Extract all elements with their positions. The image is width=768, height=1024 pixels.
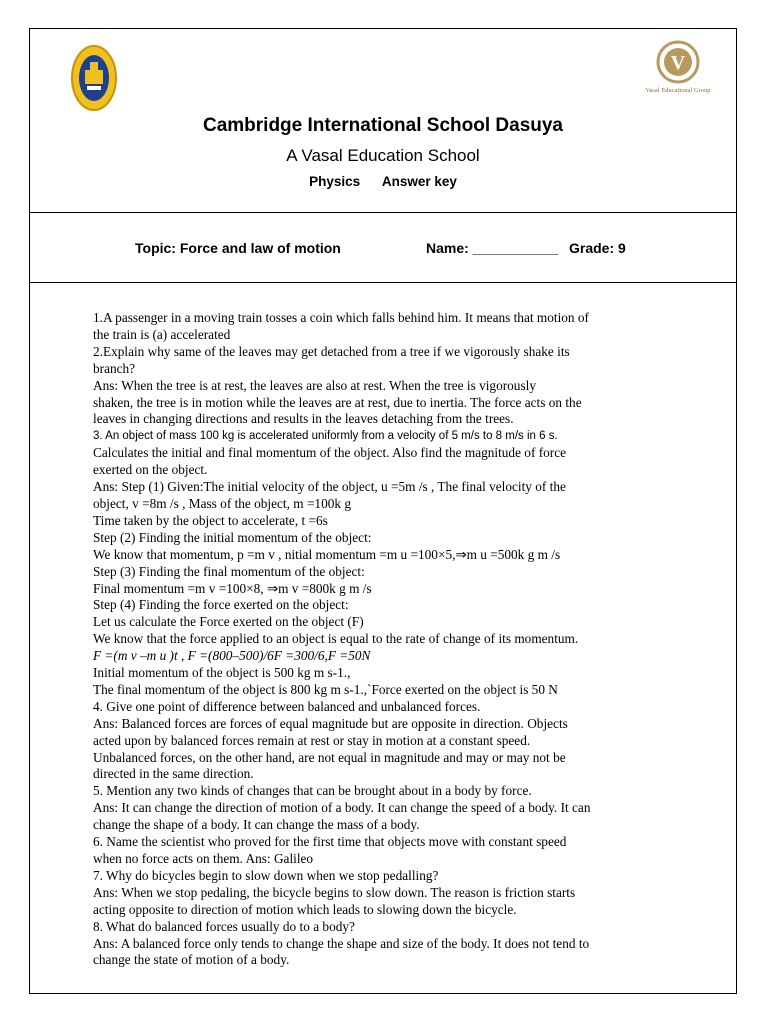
school-subtitle: A Vasal Education School (286, 146, 480, 165)
subject-label: Physics (309, 174, 361, 189)
text-line: The final momentum of the object is 800 kg m s-1.,`Force exerted on the object is 50 N (93, 681, 558, 697)
vasal-logo-caption: Vasal Educational Group (645, 87, 711, 94)
text-line: Ans: It can change the direction of motion of a body. It can change the speed of a body. It can (93, 800, 591, 816)
subject-line (29, 174, 737, 189)
text-line: 7. Why do bicycles begin to slow down when we stop pedalling? (93, 867, 439, 883)
text-line: Step (2) Finding the initial momentum of the object: (93, 529, 372, 545)
text-line: Ans: When we stop pedaling, the bicycle begins to slow down. The reason is friction starts (93, 884, 576, 900)
text-line: Ans: Step (1) Given:The initial velocity of the object, u =5m /s , The final velocity of the (93, 479, 566, 495)
grade-label: Grade: 9 (569, 240, 626, 256)
text-line: 6. Name the scientist who proved for the first time that objects move with constant speed (93, 834, 567, 850)
answer-content (93, 310, 683, 969)
text-line: 2.Explain why same of the leaves may get detached from a tree if we vigorously shake its (93, 343, 570, 359)
text-line: shaken, the tree is in motion while the leaves are at rest, due to inertia. The force acts on the (93, 394, 582, 410)
doc-type-label: Answer key (381, 174, 457, 189)
name-field: Name: ___________ (426, 240, 559, 256)
text-line: 1.A passenger in a moving train tosses a coin which falls behind him. It means that motion of (93, 310, 589, 325)
school-name: Cambridge International School Dasuya (202, 115, 564, 136)
text-line: the train is (a) accelerated (93, 326, 231, 342)
text-line: 8. What do balanced forces usually do to a body? (93, 918, 355, 934)
text-line: acted upon by balanced forces remain at rest or stay in motion at a constant speed. (93, 732, 531, 748)
text-line: 3. An object of mass 100 kg is accelerated uniformly from a velocity of 5 m/s to 8 m/s in 6 s. (93, 430, 558, 443)
text-line: Ans: When the tree is at rest, the leaves are also at rest. When the tree is vigorously (93, 377, 536, 393)
text-line: Ans: Balanced forces are forces of equal magnitude but are opposite in direction. Objects (93, 715, 568, 731)
topic-divider (29, 282, 737, 283)
text-line: directed in the same direction. (93, 766, 254, 782)
text-line: We know that the force applied to an object is equal to the rate of change of its momentum. (93, 631, 579, 647)
topic-label: Topic: Force and law of motion (135, 240, 341, 256)
school-crest-logo (70, 44, 118, 112)
text-line: Initial momentum of the object is 500 kg m s-1., (93, 665, 351, 681)
text-line: Final momentum =m v =100×8, ⇒m v =800k g m /s (93, 580, 372, 596)
text-line: Unbalanced forces, on the other hand, are not equal in magnitude and may or may not be (93, 749, 566, 765)
text-line: Step (3) Finding the final momentum of the object: (93, 563, 365, 579)
text-line: acting opposite to direction of motion which leads to slowing down the bicycle. (93, 901, 517, 917)
text-line: when no force acts on them. Ans: Galileo (93, 851, 314, 866)
svg-text:V: V (670, 52, 686, 74)
vasal-group-logo (638, 40, 718, 96)
header-divider (29, 212, 737, 213)
text-line: F =(m v –m u )t , F =(800–500)/6F =300/6,F =50N (93, 648, 371, 664)
text-line: leaves in changing directions and results in the leaves detaching from the trees. (93, 411, 514, 427)
text-line: Let us calculate the Force exerted on the object (F) (93, 614, 364, 630)
text-line: 4. Give one point of difference between balanced and unbalanced forces. (93, 698, 481, 714)
text-line: Calculates the initial and final momentum of the object. Also find the magnitude of force (93, 445, 567, 461)
text-line: branch? (93, 360, 136, 376)
text-line: 5. Mention any two kinds of changes that can be brought about in a body by force. (93, 783, 532, 799)
text-line: Time taken by the object to accelerate, t =6s (93, 512, 328, 528)
text-line: change the state of motion of a body. (93, 952, 290, 968)
text-line: We know that momentum, p =m v , nitial momentum =m u =100×5,⇒m u =500k g m /s (93, 546, 561, 562)
text-line: Step (4) Finding the force exerted on the object: (93, 597, 349, 613)
text-line: change the shape of a body. It can change the mass of a body. (93, 817, 420, 833)
text-line: Ans: A balanced force only tends to change the shape and size of the body. It does not tend to (93, 935, 590, 951)
text-line: exerted on the object. (93, 462, 208, 478)
text-line: object, v =8m /s , Mass of the object, m =100k g (93, 495, 352, 511)
